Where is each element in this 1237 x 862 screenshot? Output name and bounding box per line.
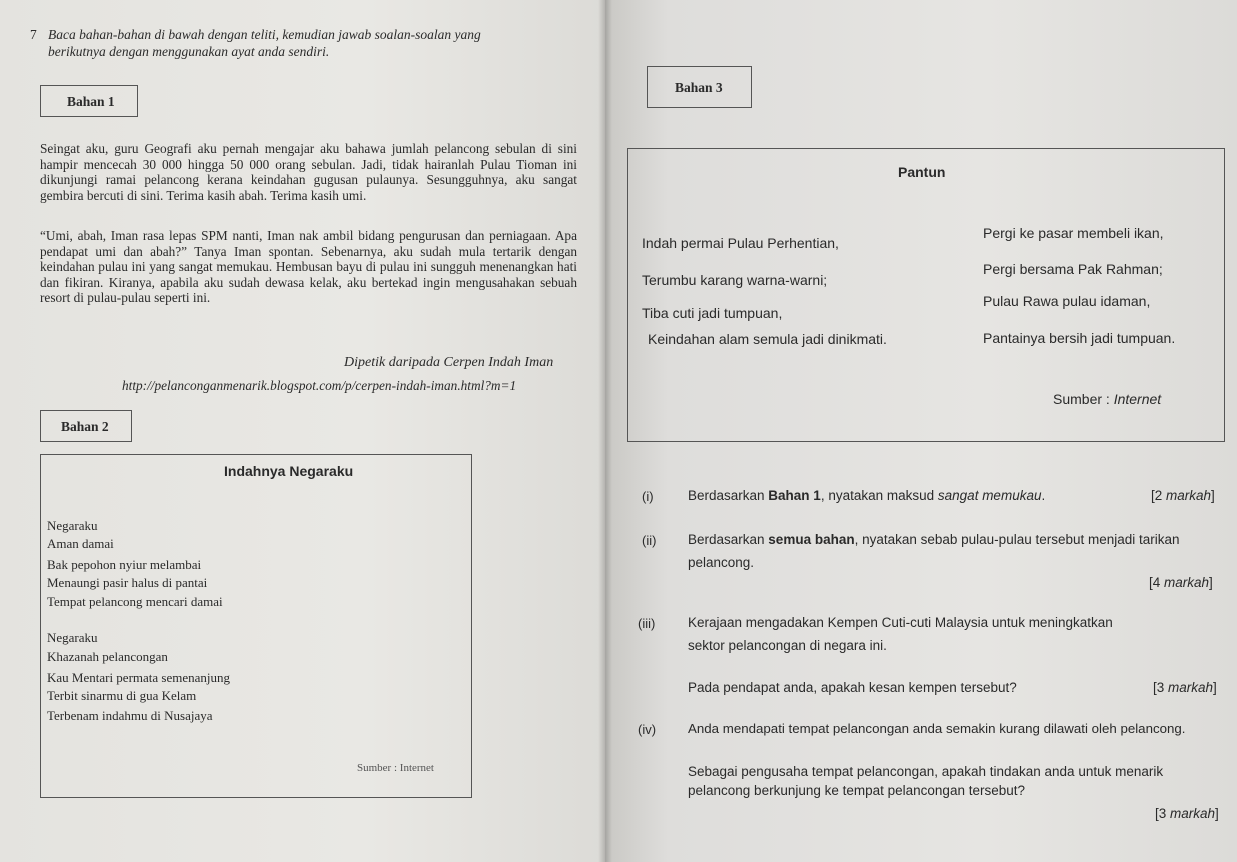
question-iii-line-3: Pada pendapat anda, apakah kesan kempen tersebut? bbox=[688, 680, 1017, 695]
question-i-number: (i) bbox=[642, 489, 654, 504]
bahan1-label: Bahan 1 bbox=[67, 94, 115, 109]
bahan1-url: http://pelanconganmenarik.blogspot.com/p/cerpen-indah-iman.html?m=1 bbox=[122, 378, 517, 393]
poem-line: Aman damai bbox=[47, 536, 114, 551]
question-iv-marks: [3 markah] bbox=[1155, 806, 1219, 821]
pantun-left-line: Terumbu karang warna-warni; bbox=[642, 272, 828, 288]
bahan1-source: Dipetik daripada Cerpen Indah Iman bbox=[344, 355, 554, 370]
instruction-line-1: Baca bahan-bahan di bawah dengan teliti, kemudian jawab soalan-soalan yang bbox=[48, 27, 481, 42]
poem-line: Kau Mentari permata semenanjung bbox=[47, 670, 231, 685]
pantun-left-line: Indah permai Pulau Perhentian, bbox=[642, 235, 839, 251]
question-iv-line-1: Anda mendapati tempat pelancongan anda semakin kurang dilawati oleh pelancong. bbox=[688, 721, 1186, 736]
bahan2-label: Bahan 2 bbox=[61, 419, 109, 434]
poem-line: Negaraku bbox=[47, 518, 98, 533]
bahan1-paragraph-2: “Umi, abah, Iman rasa lepas SPM nanti, Iman nak ambil bidang pengurusan dan perniagaan. Apa pendapat umi dan abah?” Tanya Iman spontan. Sebenarnya, aku sudah mula tertarik dengan keindahan pulau ini yang sangat memukau. Hembusan bayu di pulau ini sungguh menenangkan hati dan fikiran. Kiranya, apabila aku sudah dewasa kelak, aku bertekad ingin mengusahakan sebuah resort di pulau-pulau seperti ini. bbox=[40, 228, 577, 305]
bahan3-label-box bbox=[647, 66, 752, 108]
pantun-right-line: Pantainya bersih jadi tumpuan. bbox=[983, 330, 1176, 346]
question-iv-number: (iv) bbox=[638, 722, 657, 737]
question-ii-text-line-2: pelancong. bbox=[688, 555, 755, 570]
poem-line: Terbenam indahmu di Nusajaya bbox=[47, 708, 213, 723]
poem-line: Bak pepohon nyiur melambai bbox=[47, 557, 202, 572]
bahan3-pantun-box bbox=[627, 148, 1225, 442]
poem-source: Sumber : Internet bbox=[357, 762, 434, 774]
pantun-right-line: Pulau Rawa pulau idaman, bbox=[983, 293, 1151, 309]
pantun-right-line: Pergi ke pasar membeli ikan, bbox=[983, 225, 1164, 241]
question-ii-text: Berdasarkan semua bahan, nyatakan sebab pulau-pulau tersebut menjadi tarikan bbox=[688, 532, 1180, 547]
question-i-text: Berdasarkan Bahan 1, nyatakan maksud sangat memukau. bbox=[688, 488, 1046, 503]
instruction-line-2: berikutnya dengan menggunakan ayat anda sendiri. bbox=[48, 44, 330, 59]
question-iv-line-3: pelancong berkunjung ke tempat pelancongan tersebut? bbox=[688, 783, 1025, 798]
bahan1-label-box bbox=[40, 85, 138, 117]
question-iii-number: (iii) bbox=[638, 616, 656, 631]
question-iii-line-2: sektor pelancongan di negara ini. bbox=[688, 638, 887, 653]
poem-line: Tempat pelancong mencari damai bbox=[47, 594, 223, 609]
pantun-title: Pantun bbox=[898, 164, 946, 180]
poem-line: Menaungi pasir halus di pantai bbox=[47, 575, 208, 590]
pantun-left-line: Keindahan alam semula jadi dinikmati. bbox=[648, 331, 887, 347]
book-spine-shadow bbox=[598, 0, 612, 862]
question-ii-marks: [4 markah] bbox=[1149, 575, 1213, 590]
pantun-right-line: Pergi bersama Pak Rahman; bbox=[983, 261, 1163, 277]
bahan1-paragraph-1: Seingat aku, guru Geografi aku pernah mengajar aku bahawa jumlah pelancong sebulan di sini hampir mencecah 30 000 hingga 50 000 orang sebulan. Jadi, tidak hairanlah Pulau Tioman ini dikunjungi ramai pelancong kerana keindahan gugusan pulaunya. Sesungguhnya, aku sangat gembira bercuti di sini. Terima kasih abah. Terima kasih umi. bbox=[40, 141, 577, 203]
poem-line: Khazanah pelancongan bbox=[47, 649, 168, 664]
poem-title: Indahnya Negaraku bbox=[224, 463, 354, 479]
right-page bbox=[605, 0, 1237, 862]
question-iii-marks: [3 markah] bbox=[1153, 680, 1217, 695]
bahan2-label-box bbox=[40, 410, 132, 442]
pantun-left-line: Tiba cuti jadi tumpuan, bbox=[642, 305, 783, 321]
bahan2-poem-box bbox=[40, 454, 472, 798]
left-page bbox=[0, 0, 605, 862]
bahan3-label: Bahan 3 bbox=[675, 80, 723, 95]
question-i-marks: [2 markah] bbox=[1151, 488, 1215, 503]
poem-line: Terbit sinarmu di gua Kelam bbox=[47, 688, 197, 703]
question-iv-line-2: Sebagai pengusaha tempat pelancongan, apakah tindakan anda untuk menarik bbox=[688, 764, 1164, 779]
question-ii-number: (ii) bbox=[642, 533, 657, 548]
poem-line: Negaraku bbox=[47, 630, 98, 645]
pantun-source: Sumber : Internet bbox=[1053, 391, 1162, 407]
question-number: 7 bbox=[30, 27, 37, 42]
question-iii-line-1: Kerajaan mengadakan Kempen Cuti-cuti Malaysia untuk meningkatkan bbox=[688, 615, 1113, 630]
